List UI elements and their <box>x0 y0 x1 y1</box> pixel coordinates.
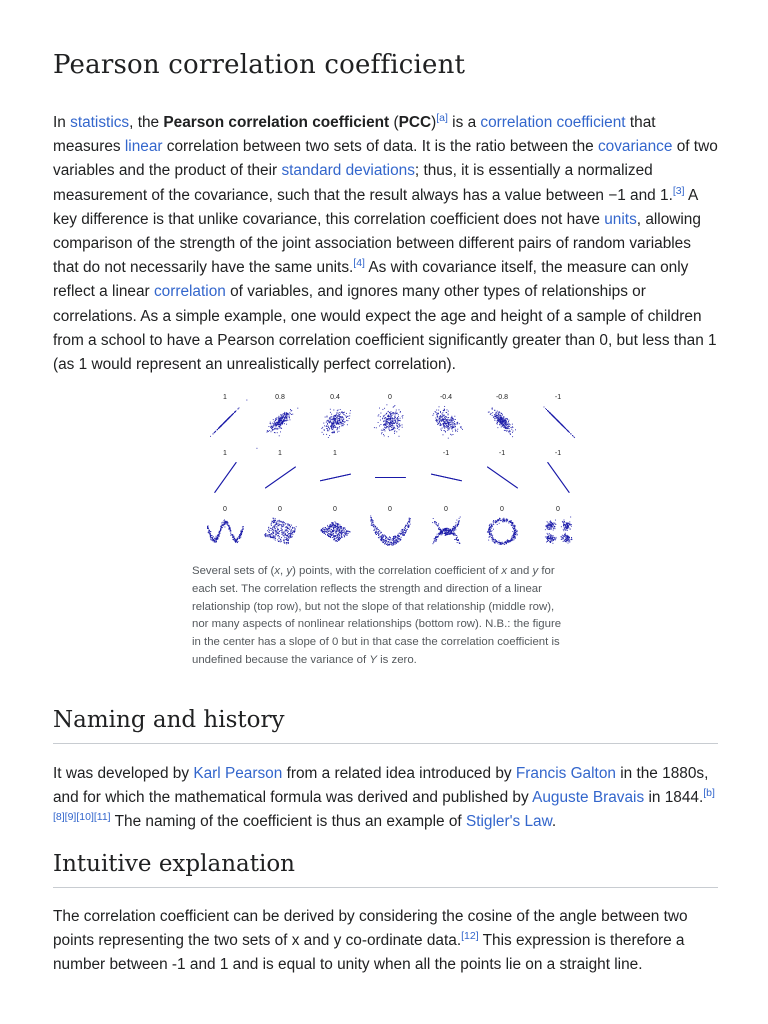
panel-label-r0-c4: -0.4 <box>439 394 453 401</box>
panel-label-r2-c3: 0 <box>388 506 392 513</box>
scatter-panel-r1-c6 <box>544 407 575 438</box>
ref-4[interactable]: [4] <box>353 257 365 270</box>
scatter-panel-r1-c5 <box>488 408 516 438</box>
naming-paragraph: It was developed by Karl Pearson from a related idea introduced by Francis Galton in the 1880s, and for which the mathematical formula was derived and published by Auguste Bravais in 1844.[b][8][9][10][11] The naming of the coefficient is thus an example of Stigler's Law. <box>53 765 715 831</box>
panel-label-r1-c1: 1 <box>278 450 282 457</box>
panel-label-r0-c3: 0 <box>388 394 392 401</box>
scatter-panel-r2-c6 <box>547 462 569 493</box>
link-stiglers-law[interactable]: Stigler's Law <box>465 813 552 831</box>
panel-label-r2-c6: 0 <box>556 506 560 513</box>
correlation-examples-figure <box>192 389 576 670</box>
panel-label-r2-c1: 0 <box>278 506 282 513</box>
panel-label-r1-c4: -1 <box>442 450 450 457</box>
link-standard-deviations[interactable]: standard deviations <box>281 162 415 180</box>
page-title: Pearson correlation coefficient <box>53 50 466 80</box>
section-heading-naming: Naming and history <box>53 707 718 744</box>
scatter-panel-r2-c1 <box>265 467 296 489</box>
scatter-panel-r2-c2 <box>320 474 351 482</box>
panel-label-r0-c2: 0.4 <box>330 394 340 401</box>
link-francis-galton[interactable]: Francis Galton <box>515 765 616 782</box>
panel-label-r1-c5: -1 <box>498 450 506 457</box>
panel-label-r2-c0: 0 <box>223 506 227 513</box>
panel-label-r0-c0: 1 <box>223 394 227 401</box>
bold-term-abbrev: PCC <box>398 114 432 131</box>
scatter-panel-r2-c0 <box>214 462 236 493</box>
link-units[interactable]: units <box>604 210 637 228</box>
scatter-panel-r3-c4 <box>432 517 460 545</box>
link-auguste-bravais[interactable]: Auguste Bravais <box>532 789 645 807</box>
panel-label-r1-c0: 1 <box>223 450 227 457</box>
scatter-panel-r1-c3 <box>374 404 403 437</box>
section-heading-intuitive: Intuitive explanation <box>53 851 718 888</box>
scatter-panel-r2-c3 <box>375 477 406 478</box>
bold-term-pcc: Pearson correlation coefficient <box>163 114 390 131</box>
link-linear[interactable]: linear <box>124 138 163 156</box>
scatter-panel-r3-c1 <box>264 518 296 545</box>
panel-label-r1-c2: 1 <box>333 450 337 457</box>
ref-note-a[interactable]: [a] <box>436 111 448 124</box>
scatter-panel-r1-c1 <box>256 408 298 449</box>
link-statistics[interactable]: statistics <box>70 114 130 131</box>
scatter-panel-r3-c6 <box>545 517 572 544</box>
panel-label-r0-c6: -1 <box>554 394 562 401</box>
scatter-panel-r1-c0 <box>210 400 247 437</box>
refs-b-8-11[interactable]: [b][8][9][10][11] <box>53 787 715 824</box>
ref-12[interactable]: [12] <box>461 930 479 943</box>
panel-label-r2-c2: 0 <box>333 506 337 513</box>
link-karl-pearson[interactable]: Karl Pearson <box>193 765 283 782</box>
scatter-panel-r3-c3 <box>370 516 410 546</box>
figure-caption: Several sets of (x, y) points, with the correlation coefficient of x and y for each set. The correlation reflects the strength and direction of a linear relationship (top row), but not the slope of that relationship (middle row), nor many aspects of nonlinear relationships (bottom row). N.B.: the figure in the center has a slope of 0 but in that case the correlation coefficient is undefined because the variance of Y is zero. <box>192 565 562 666</box>
scatter-panel-r2-c5 <box>487 467 518 489</box>
link-correlation-coefficient[interactable]: correlation coefficient <box>480 114 626 131</box>
panel-label-r2-c4: 0 <box>444 506 448 513</box>
panel-label-r0-c1: 0.8 <box>275 394 285 401</box>
panel-label-r1-c6: -1 <box>554 450 562 457</box>
link-covariance[interactable]: covariance <box>597 138 673 156</box>
scatter-panel-r1-c2 <box>321 409 350 438</box>
intro-paragraph: In statistics, the Pearson correlation coefficient (PCC)[a] is a correlation coefficient that measures linear correlation between two sets of data. It is the ratio between the covariance of two variables and the product of their standard deviations; thus, it is essentially a normalized measurement of the covariance, such that the result always has a value between −1 and 1.[3] A key difference is that unlike covariance, this correlation coefficient does not have units, allowing comparison of the strength of the joint association between different pairs of random variables that do not necessarily have the same units.[4] As with covariance itself, the measure can only reflect a linear correlation of variables, and ignores many other types of relationships or correlations. As a simple example, one would expect the age and height of a sample of children from a school to have a Pearson correlation coefficient significantly greater than 0, but less than 1 (as 1 would represent an unrealistically perfect correlation). <box>53 111 718 374</box>
scatter-panel-r1-c4 <box>432 406 463 439</box>
panel-label-r0-c5: -0.8 <box>495 394 509 401</box>
scatter-panel-r2-c4 <box>431 474 462 482</box>
panel-label-r2-c5: 0 <box>500 506 504 513</box>
scatter-panel-r3-c2 <box>321 521 351 542</box>
ref-3[interactable]: [3] <box>672 184 685 197</box>
scatter-panel-r3-c0 <box>207 520 244 544</box>
scatter-panel-r3-c5 <box>487 518 518 545</box>
correlation-scatter-image[interactable] <box>192 389 576 557</box>
intuitive-paragraph: The correlation coefficient can be derived by considering the cosine of the angle between two points representing the two sets of x and y co-ordinate data.[12] This expression is therefore a number between -1 and 1 and is equal to unity when all the points lie on a straight line. <box>53 908 688 974</box>
link-correlation[interactable]: correlation <box>153 283 226 301</box>
